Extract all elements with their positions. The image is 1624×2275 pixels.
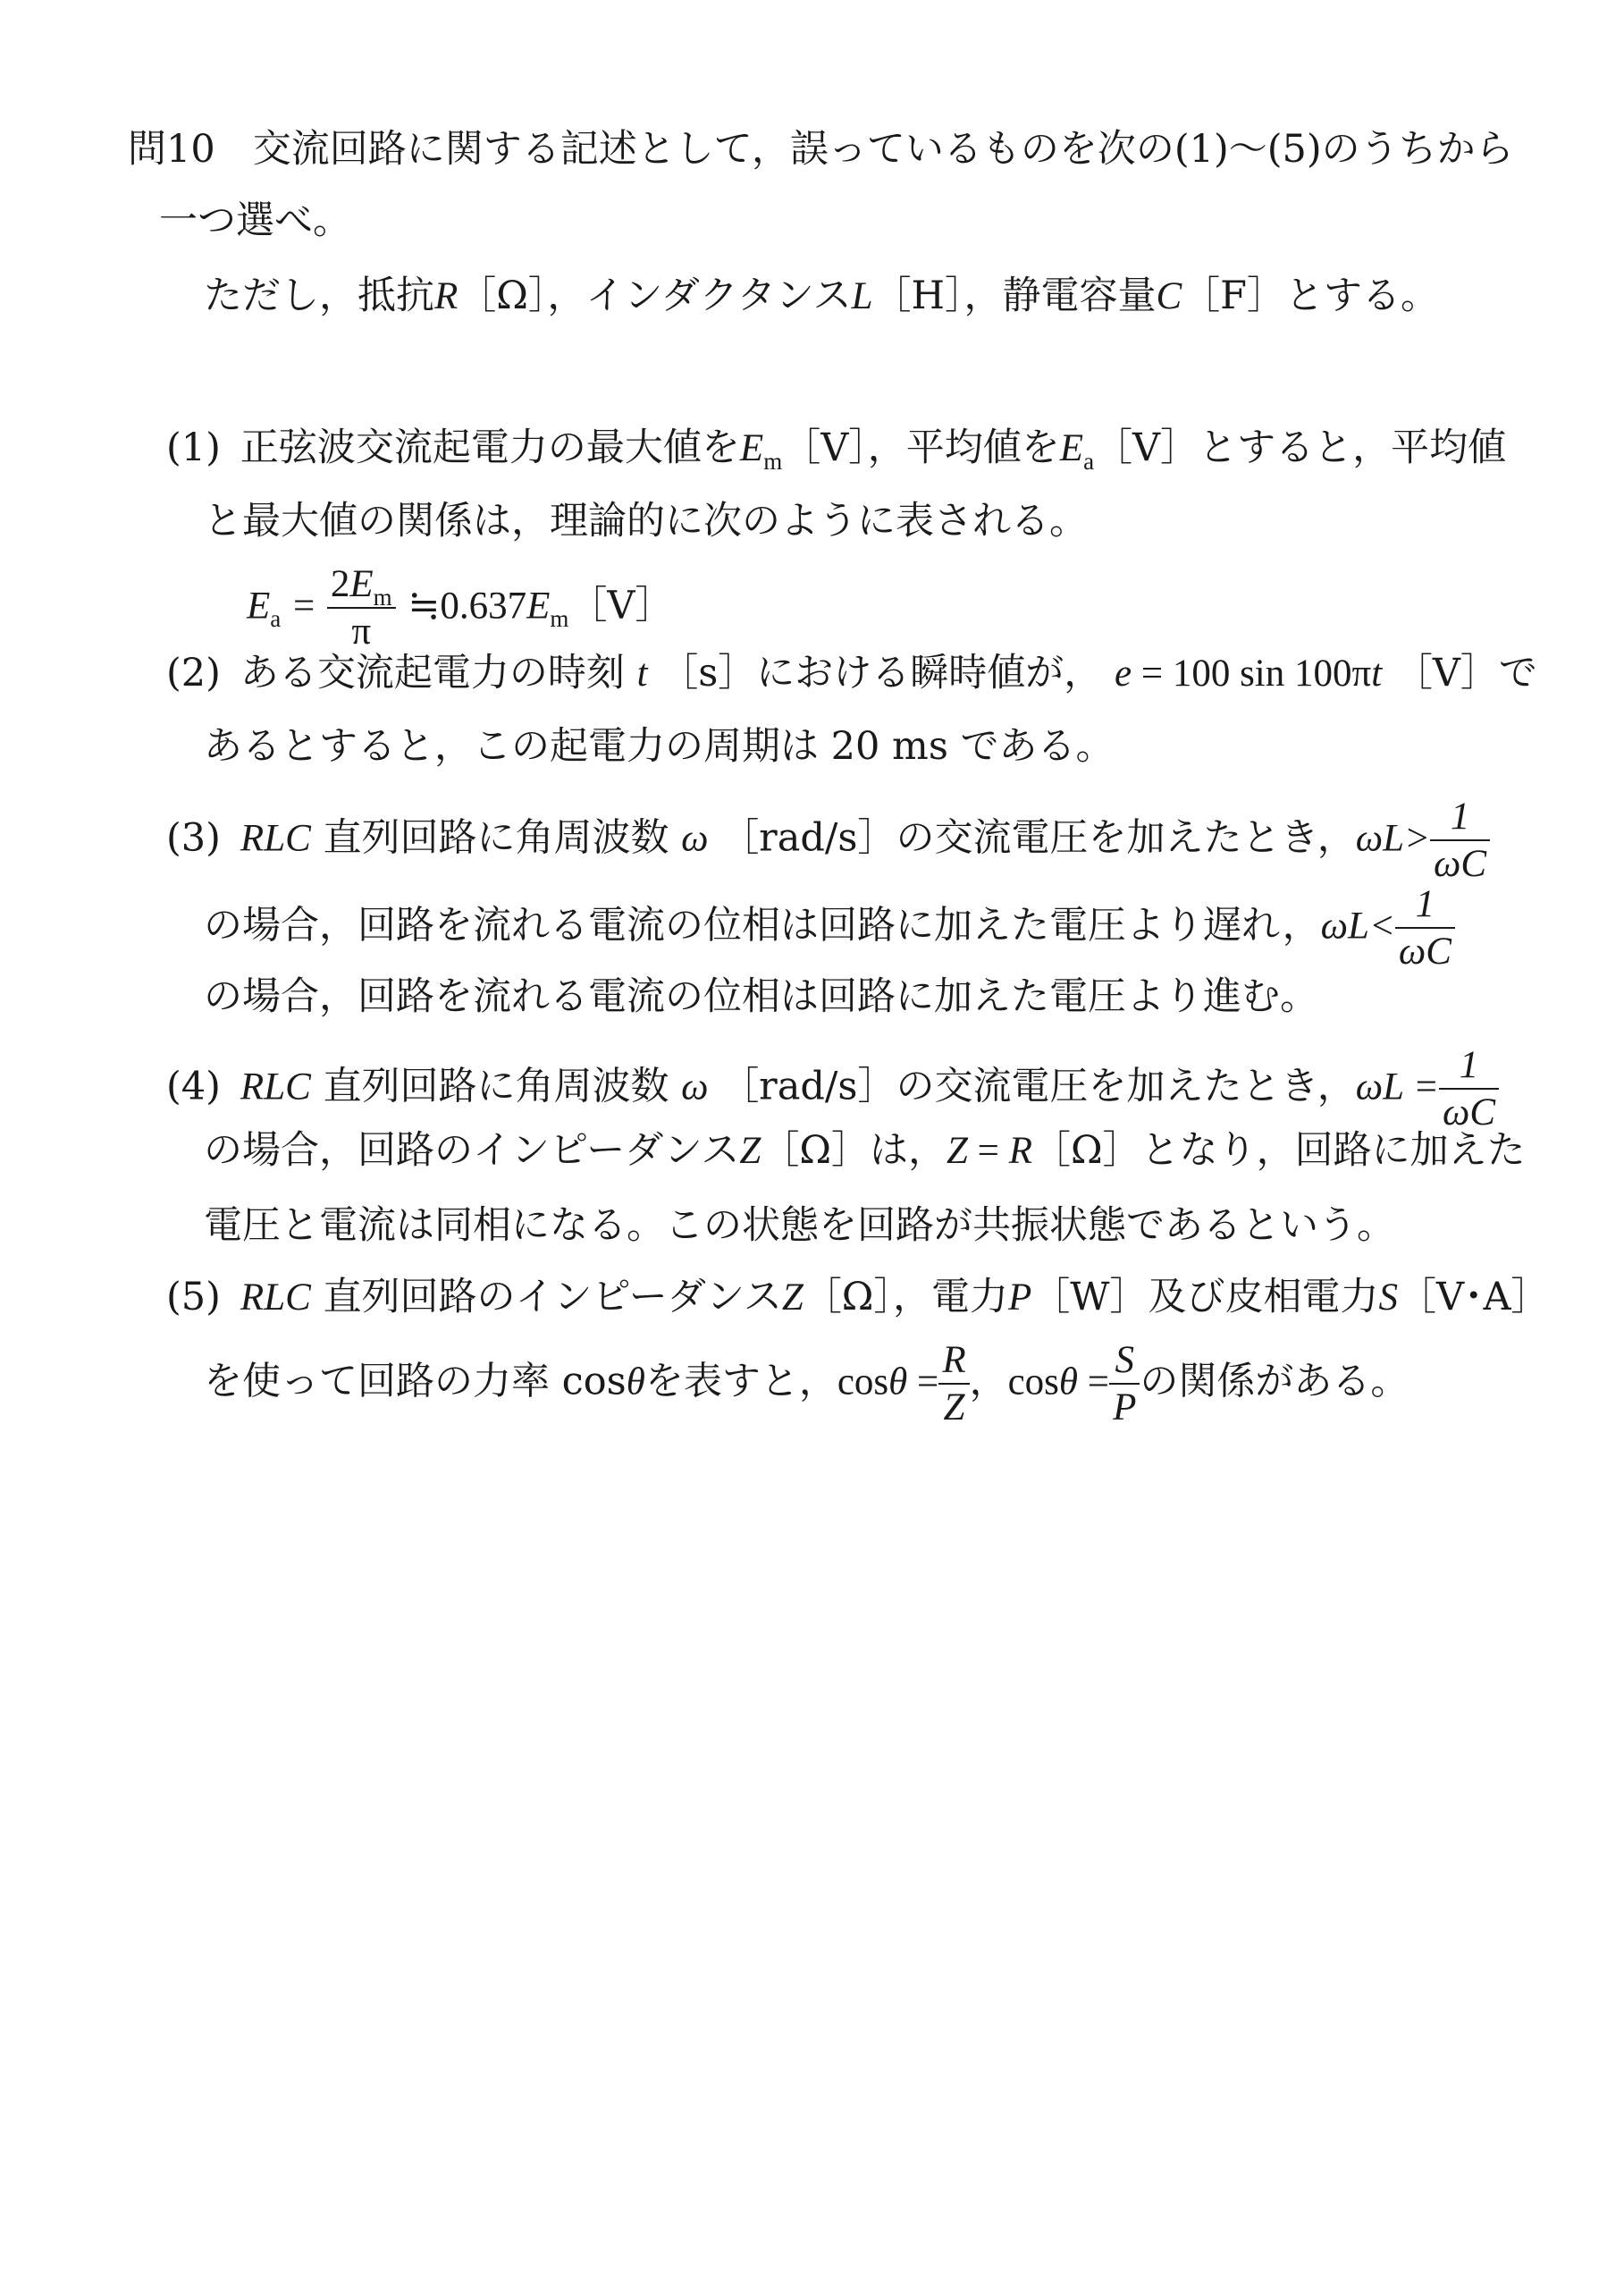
- question-stem-line2: 一つ選べ。: [159, 198, 351, 243]
- omega-c-fraction: $\frac{1}{\omega C}$: [1430, 796, 1490, 886]
- question-stem-line1: [128, 127, 1514, 172]
- option-4-line2: の場合，回路のインピーダンスZ［Ω］は，Z = R［Ω］となり，回路に加えた: [204, 1128, 1526, 1173]
- option-2-line2: あるとすると，この起電力の周期は 20 ms である。: [204, 724, 1115, 769]
- option-1-formula: $E_a$ = $\frac{2E_m}{\pi}$ $≒0.637E_m[V]$: [247, 563, 674, 653]
- s-over-p-fraction: $\frac{S}{P}$: [1109, 1339, 1140, 1429]
- option-1-line2: と最大値の関係は，理論的に次のように表される。: [204, 499, 1088, 543]
- option-4-number: (4): [166, 1064, 221, 1109]
- option-5-line2: を使って回路の力率 cosθを表すと，cosθ = $\frac{R}{Z}$ ，cosθ = $\frac{S}{P}$ の関係がある。: [204, 1339, 1409, 1429]
- question-condition: ただし，抵抗R［Ω］，インダクタンスL［H］，静電容量C［F］とする。: [204, 274, 1440, 318]
- option-1-number: (1): [166, 426, 221, 470]
- option-5-number: (5): [166, 1275, 221, 1319]
- r-over-z-fraction: $\frac{R}{Z}$: [938, 1339, 969, 1429]
- option-1-line1: (1) 正弦波交流起電力の最大値を$E_m[V]$，平均値を$E_a[V]$とすると，平均値: [166, 426, 1507, 475]
- option-2-line1: (2) ある交流起電力の時刻 t ［s］における瞬時値が， e = 100 sin 100πt ［V］で: [166, 651, 1537, 695]
- option-5-line1: (5) RLC 直列回路のインピーダンスZ［Ω］，電力P［W］及び皮相電力S［V･A］: [166, 1275, 1550, 1319]
- option-4-line3: 電圧と電流は同相になる。この状態を回路が共振状態であるという。: [204, 1203, 1395, 1248]
- omega-c-fraction: $\frac{1}{\omega C}$: [1395, 883, 1455, 973]
- option-3-number: (3): [166, 815, 221, 861]
- option-3-line3: の場合，回路を流れる電流の位相は回路に加えた電圧より進む。: [204, 974, 1318, 1019]
- omega-c-fraction: $\frac{1}{\omega C}$: [1439, 1044, 1499, 1134]
- option-3-line2: の場合，回路を流れる電流の位相は回路に加えた電圧より遅れ，ωL< $\frac{1}{\omega C}$: [204, 883, 1455, 973]
- option-4-line1: (4) RLC 直列回路に角周波数 ω ［rad/s］の交流電圧を加えたとき，ωL = $\frac{1}{\omega C}$: [166, 1044, 1499, 1134]
- option-2-number: (2): [166, 651, 221, 695]
- question-number: 問10: [128, 127, 215, 172]
- average-value-fraction: $\frac{2E_m}{\pi}$: [327, 563, 396, 653]
- option-3-line1: (3) RLC 直列回路に角周波数 ω ［rad/s］の交流電圧を加えたとき，ωL> $\frac{1}{\omega C}$: [166, 796, 1490, 886]
- question-stem-text: 交流回路に関する記述として，誤っているものを次の(1)～(5)のうちから: [252, 127, 1514, 172]
